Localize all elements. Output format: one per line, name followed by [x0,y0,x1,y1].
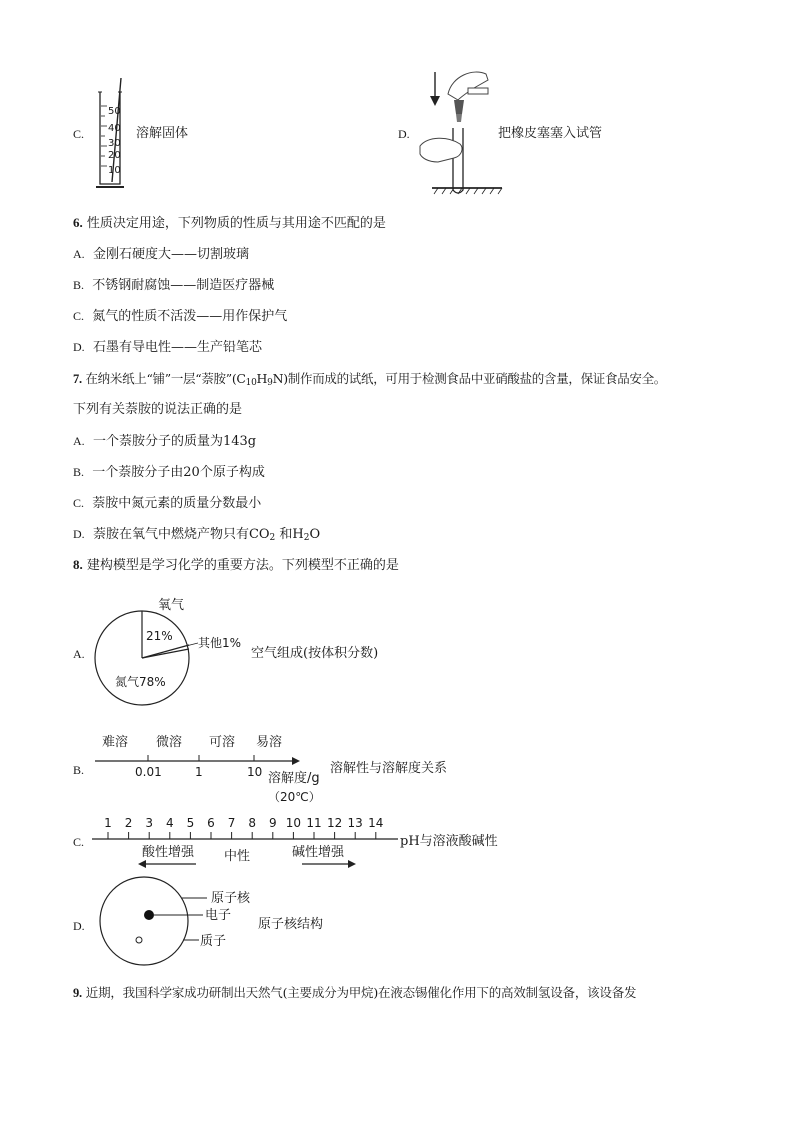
test-tube-stopper-figure [418,66,508,200]
ph-tick-label-12: 12 [326,816,343,830]
ph-tick-label-1: 1 [104,816,112,830]
q8-number: 8. [73,557,83,572]
q7-option-c-letter: C. [73,496,85,510]
solubility-cat-insoluble: 难溶 [102,735,129,750]
q6-option-c-text: 氮气的性质不活泼——用作保护气 [92,309,288,324]
q7-option-a [73,433,256,450]
pie-label-oxygen-pct: 21% [146,629,173,643]
air-composition-pie [90,590,260,710]
q9-stem-text: 近期，我国科学家成功研制出天然气(主要成分为甲烷)在液态锡催化作用下的高效制氢设备，该设备发 [85,985,637,1000]
q6-option-b-letter: B. [73,278,85,292]
q6-option-b-text: 不锈钢耐腐蚀——制造医疗器械 [92,278,275,293]
q7-option-c [73,495,261,512]
atom-filled-dot [144,910,154,920]
cylinder-mark-10: 10 [108,165,121,176]
q7-option-b-letter: B. [73,465,85,479]
ph-tick-label-14: 14 [368,816,384,830]
q5-option-d-text: 把橡皮塞塞入试管 [498,126,603,141]
solubility-tick-label-001: 0.01 [135,765,162,779]
pie-label-other: 其他1% [198,636,242,650]
q8-option-c-caption: pH与溶液酸碱性 [400,834,498,849]
atom-label-nucleus: 原子核 [211,891,251,906]
ph-tick-label-13: 13 [347,816,363,830]
q5-option-c-text: 溶解固体 [136,126,189,141]
q6-number: 6. [73,215,83,230]
atom-structure-model [95,878,265,968]
ph-base-label: 碱性增强 [292,845,345,860]
q5-option-c-letter: C. [73,127,85,141]
q7-option-d-letter: D. [73,527,85,541]
solubility-cat-slight: 微溶 [156,735,183,750]
graduated-cylinder-figure [90,72,130,192]
q8-option-a-letter: A. [73,647,85,661]
q9-stem [73,985,636,1001]
q7-option-d [73,526,320,546]
ph-tick-label-4: 4 [165,816,174,830]
ph-tick-label-7: 7 [227,816,236,830]
q6-option-a [73,246,249,263]
ph-tick-label-11: 11 [306,816,322,830]
solubility-axis-temp: （20℃） [268,790,321,804]
q7-sub-10: 10 [245,378,257,388]
solubility-axis-label: 溶解度/g [268,771,320,786]
q7-option-d-sub2: 2 [303,533,310,543]
atom-label-proton: 质子 [200,934,227,949]
ph-tick-label-3: 3 [145,816,154,830]
solubility-axis-arrow [292,757,300,765]
q7-sub-9: 9 [267,378,273,388]
q8-option-d-letter: D. [73,919,85,933]
ph-base-arrow-head [348,860,356,868]
ph-tick-label-6: 6 [207,816,215,830]
atom-label-electron: 电子 [205,908,232,923]
q7-number: 7. [73,372,82,386]
q7-stem-line2: 下列有关萘胺的说法正确的是 [73,402,243,417]
solubility-number-line [90,728,330,808]
ph-scale [90,812,400,872]
solubility-cat-very: 易溶 [256,735,283,750]
q8-option-b-caption: 溶解性与溶解度关系 [330,761,448,776]
ph-tick-label-10: 10 [285,816,302,830]
q6-option-a-letter: A. [73,247,85,261]
q7-stem-a: 在纳米纸上“铺”一层“萘胺”(C [85,371,246,386]
ph-ticks [108,832,376,839]
atom-outer-circle [100,877,188,965]
q6-stem-text: 性质决定用途，下列物质的性质与其用途不匹配的是 [86,216,386,231]
cylinder-mark-40: 40 [108,123,121,134]
q9-number: 9. [73,986,82,1000]
solubility-tick-label-10: 10 [247,765,263,779]
q7-option-b [73,464,265,481]
ph-tick-label-5: 5 [186,816,195,830]
q7-option-b-text: 一个萘胺分子由20个原子构成 [92,465,265,480]
q7-option-d-text-a: 萘胺在氧气中燃烧产物只有CO [92,527,270,542]
q8-stem-text: 建构模型是学习化学的重要方法。下列模型不正确的是 [86,558,399,573]
solubility-tick-label-1: 1 [195,765,203,779]
ph-tick-label-8: 8 [248,816,257,830]
q8-option-c-letter: C. [73,835,85,849]
ph-acid-label: 酸性增强 [142,845,195,860]
q7-option-d-text-b: 和H [279,527,304,542]
q8-option-b-letter: B. [73,763,85,777]
q7-option-d-sub: 2 [269,533,276,543]
q6-option-d-text: 石墨有导电性——生产铅笔芯 [92,340,262,355]
q6-option-c-letter: C. [73,309,85,323]
pie-label-oxygen: 氧气 [158,598,185,613]
q6-option-d-letter: D. [73,340,85,354]
q7-option-d-text-c: O [309,527,321,542]
ph-labels [104,816,383,830]
q6-option-c [73,308,287,325]
ph-neutral-label: 中性 [224,849,251,864]
q7-stem-h: H [256,371,268,386]
ph-acid-arrow-head [138,860,146,868]
ph-tick-label-9: 9 [268,816,277,830]
q7-stem-line1 [73,371,666,391]
q8-option-a-caption: 空气组成(按体积分数) [251,646,379,661]
ph-tick-label-2: 2 [124,816,133,830]
q6-stem [73,215,386,232]
q7-option-a-text: 一个萘胺分子的质量为143g [92,434,257,449]
pie-label-nitrogen: 氮气78% [115,675,166,689]
atom-hollow-dot [136,937,142,943]
q7-option-a-letter: A. [73,434,85,448]
cylinder-mark-50: 50 [108,106,121,117]
q7-stem-b: N)制作而成的试纸，可用于检测食品中亚硝酸盐的含量，保证食品安全。 [272,371,666,386]
q6-option-b [73,277,274,294]
solubility-cat-soluble: 可溶 [209,735,236,750]
q8-option-d-caption: 原子核结构 [258,917,324,932]
cylinder-mark-20: 20 [108,150,121,161]
cylinder-mark-30: 30 [108,138,121,149]
q8-stem [73,557,399,574]
q6-option-a-text: 金刚石硬度大——切割玻璃 [92,247,249,262]
q7-option-c-text: 萘胺中氮元素的质量分数最小 [92,496,262,511]
q6-option-d [73,339,262,356]
q5-option-d-letter: D. [398,127,410,141]
